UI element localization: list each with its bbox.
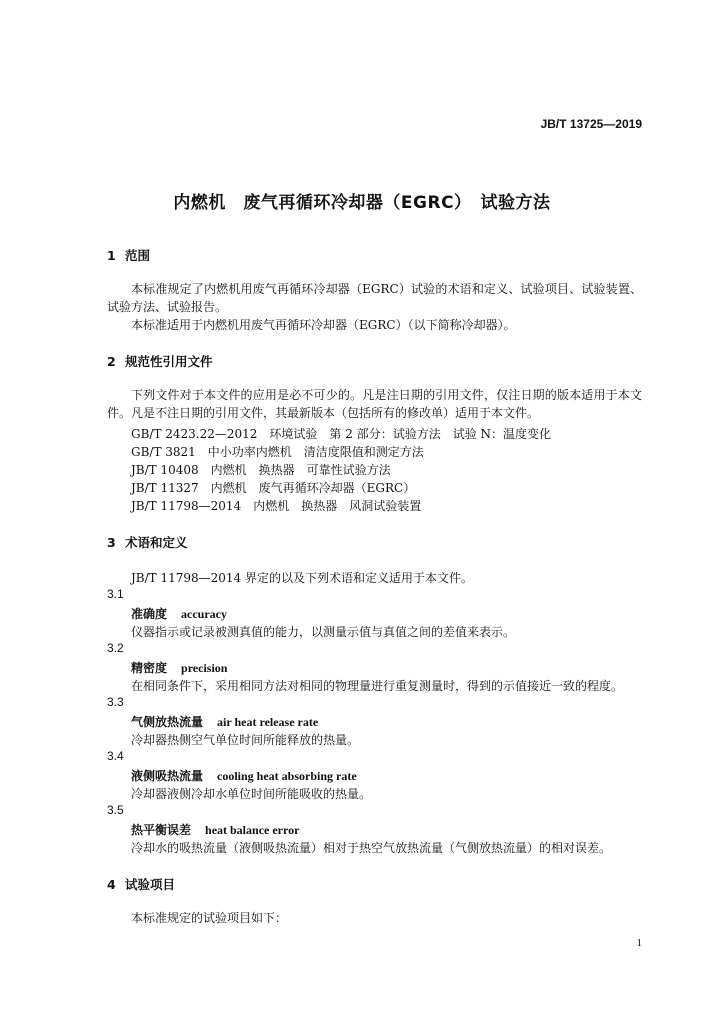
term-definition: 在相同条件下，采用相同方法对相同的物理量进行重复测量时，得到的示值接近一致的程度。 bbox=[131, 679, 624, 693]
term-definition: 冷却水的吸热流量（液侧吸热流量）相对于热空气放热流量（气侧放热流量）的相对误差。 bbox=[131, 841, 612, 855]
term-en: cooling heat absorbing rate bbox=[217, 769, 357, 783]
term-definition: 冷却器液侧冷却水单位时间所能吸收的热量。 bbox=[131, 787, 372, 801]
clause-number: 3.1 bbox=[107, 587, 124, 601]
term-en: accuracy bbox=[181, 607, 227, 621]
term-en: air heat release rate bbox=[217, 715, 319, 729]
section-1-paragraph-1: 本标准规定了内燃机用废气再循环冷却器（EGRC）试验的术语和定义、试验项目、试验装置、试验方法、试验报告。 bbox=[107, 282, 642, 314]
term-definition: 仪器指示或记录被测真值的能力，以测量示值与真值之间的差值来表示。 bbox=[131, 625, 516, 639]
clause-number: 3.4 bbox=[107, 749, 124, 763]
reference-item: JB/T 11327 内燃机 废气再循环冷却器（EGRC） bbox=[131, 481, 416, 495]
term-definition: 冷却器热侧空气单位时间所能释放的热量。 bbox=[131, 733, 360, 747]
term-zh: 热平衡误差 bbox=[131, 823, 192, 837]
term-zh: 准确度 bbox=[131, 607, 168, 621]
section-4-paragraph-1: 本标准规定的试验项目如下： bbox=[131, 911, 288, 925]
term-zh: 液侧吸热流量 bbox=[131, 769, 204, 783]
section-1-paragraph-2: 本标准适用于内燃机用废气再循环冷却器（EGRC）（以下简称冷却器）。 bbox=[131, 318, 516, 332]
term-en: heat balance error bbox=[205, 823, 300, 837]
section-title: 试验项目 bbox=[125, 877, 176, 892]
section-3-intro: JB/T 11798—2014 界定的以及下列术语和定义适用于本文件。 bbox=[131, 571, 474, 585]
section-number: 1 bbox=[107, 248, 116, 263]
term-en: precision bbox=[181, 661, 228, 675]
section-number: 3 bbox=[107, 535, 116, 550]
section-title: 规范性引用文件 bbox=[125, 354, 213, 369]
reference-item: GB/T 3821 中小功率内燃机 清洁度限值和测定方法 bbox=[131, 445, 424, 459]
standard-number: JB/T 13725—2019 bbox=[540, 117, 642, 131]
section-title: 术语和定义 bbox=[125, 535, 188, 550]
clause-number: 3.3 bbox=[107, 695, 124, 709]
term-entry bbox=[131, 659, 227, 676]
section-title: 范围 bbox=[125, 248, 151, 263]
section-1-heading bbox=[107, 246, 150, 264]
term-entry bbox=[131, 605, 227, 622]
reference-item: JB/T 11798—2014 内燃机 换热器 风洞试验装置 bbox=[131, 499, 422, 513]
section-2-paragraph-1: 下列文件对于本文件的应用是必不可少的。凡是注日期的引用文件，仅注日期的版本适用于本文件。凡是不注日期的引用文件，其最新版本（包括所有的修改单）适用于本文件。 bbox=[107, 388, 642, 420]
section-number: 2 bbox=[107, 354, 116, 369]
section-4-heading bbox=[107, 875, 175, 893]
term-entry bbox=[131, 713, 318, 730]
term-zh: 精密度 bbox=[131, 661, 168, 675]
clause-number: 3.2 bbox=[107, 641, 124, 655]
reference-item: GB/T 2423.22—2012 环境试验 第 2 部分：试验方法 试验 N：温度变化 bbox=[131, 427, 552, 441]
clause-number: 3.5 bbox=[107, 803, 124, 817]
term-entry bbox=[131, 767, 357, 784]
page-number: 1 bbox=[636, 937, 642, 949]
document-title: 内燃机 废气再循环冷却器（EGRC） 试验方法 bbox=[173, 193, 551, 213]
term-entry bbox=[131, 821, 299, 838]
section-3-heading bbox=[107, 533, 188, 551]
reference-item: JB/T 10408 内燃机 换热器 可靠性试验方法 bbox=[131, 463, 391, 477]
term-zh: 气侧放热流量 bbox=[131, 715, 204, 729]
section-number: 4 bbox=[107, 877, 116, 892]
section-2-heading bbox=[107, 352, 213, 370]
